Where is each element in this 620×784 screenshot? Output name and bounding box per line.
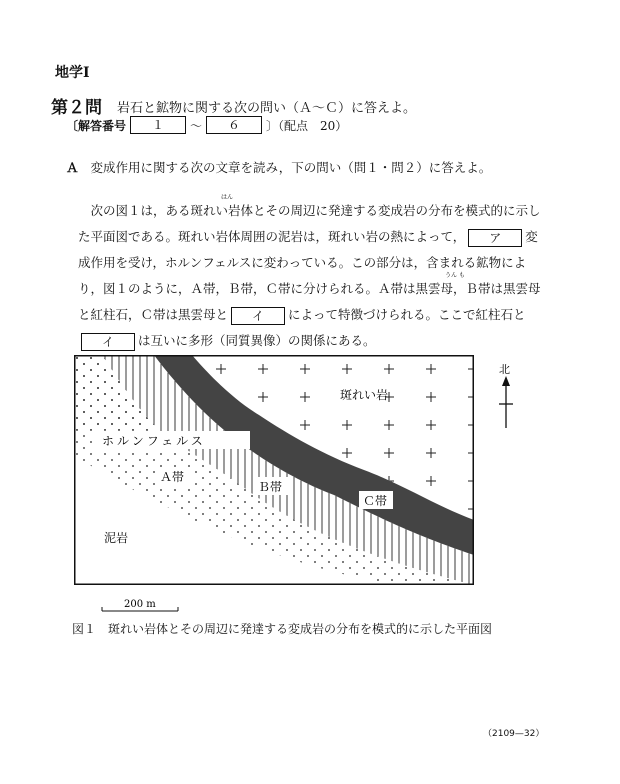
scale-label: 200 m <box>124 599 156 610</box>
paragraph-part-4: は互いに多形（同質異像）の関係にある。 <box>138 333 376 348</box>
paragraph-part-2: 変成作用を受け，ホルンフェルスに変わっている。この部分は，含まれる鉱物により，図１のように，Ａ帯，Ｂ帯，Ｃ帯に分けられる。Ａ帯は黒雲母，Ｂ帯は黒雲母と紅柱石，Ｃ帯は黒雲母と <box>78 229 541 322</box>
question-number: 第２問 <box>51 98 102 118</box>
answer-box-from: １ <box>130 116 186 134</box>
a-zone-label: Ａ帯 <box>160 470 185 484</box>
section-a-text: 変成作用に関する次の文章を読み，下の問い（問１・問２）に答えよ。 <box>90 160 492 175</box>
gabbro-label: 斑れい岩 <box>340 388 389 402</box>
section-a-paragraph <box>78 198 548 354</box>
blank-i-box-2: イ <box>81 333 135 351</box>
scale-bar <box>100 597 190 615</box>
page-number: （2109—32） <box>483 729 545 739</box>
paragraph-part-1: 次の図１は，ある斑れい岩体とその周辺に発達する変成岩の分布を模式的に示した平面図である。斑れい岩体周囲の泥岩は，斑れい岩の熱によって， <box>78 203 541 244</box>
subject-title: 地学Ⅰ <box>55 65 90 81</box>
figure-caption-text: 斑れい岩体とその周辺に発達する変成岩の分布を模式的に示した平面図 <box>108 622 493 636</box>
north-arrow-icon <box>495 362 517 430</box>
question-intro: 岩石と鉱物に関する次の問い（Ａ～Ｃ）に答えよ。 <box>117 101 417 116</box>
blank-a-box: ア <box>468 229 522 247</box>
mudstone-label: 泥岩 <box>104 531 129 545</box>
geologic-map <box>74 355 474 585</box>
north-label: 北 <box>499 363 510 376</box>
figure-caption-number: 図１ <box>72 622 97 636</box>
c-zone-label: Ｃ帯 <box>363 494 388 508</box>
b-zone-label: Ｂ帯 <box>258 480 283 494</box>
answer-box-to: ６ <box>206 116 262 134</box>
blank-i-box-1: イ <box>231 307 285 325</box>
hornfels-label: ホルンフェルス <box>102 434 206 448</box>
ruby-han: はん <box>221 194 234 201</box>
section-a-letter: Ａ <box>66 160 79 175</box>
section-a-instruction <box>66 158 491 176</box>
answer-tilde: ～ <box>190 118 203 133</box>
figure-caption <box>72 620 492 637</box>
ruby-unmo: うん も <box>445 272 465 279</box>
answer-prefix: 〔解答番号 <box>66 118 127 133</box>
answer-suffix: 〕（配点 20） <box>266 118 348 133</box>
paragraph-part-3: によって特徴づけられる。ここで紅柱石と <box>288 307 526 322</box>
answer-number-range <box>66 116 347 134</box>
